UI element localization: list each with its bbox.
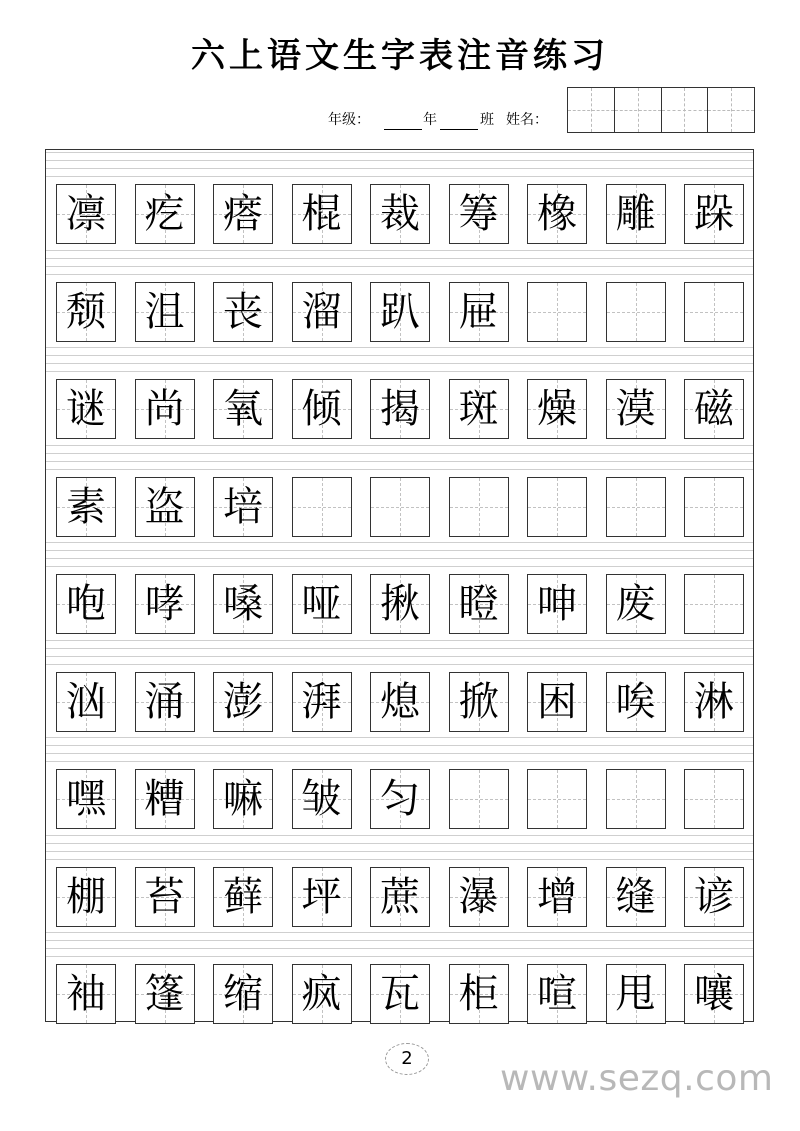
character-cell[interactable] xyxy=(135,964,195,1024)
character-cell[interactable] xyxy=(56,964,116,1024)
character xyxy=(685,283,743,341)
character-cell[interactable] xyxy=(606,672,666,732)
name-box[interactable] xyxy=(662,88,709,132)
character: 斑 xyxy=(458,386,499,432)
character: 棍 xyxy=(301,191,342,237)
empty-cell[interactable] xyxy=(527,282,587,342)
character-cell[interactable] xyxy=(449,672,509,732)
character-cell[interactable] xyxy=(606,964,666,1024)
empty-cell[interactable] xyxy=(370,477,430,537)
character-cell[interactable] xyxy=(684,964,744,1024)
pinyin-lines[interactable] xyxy=(46,638,753,674)
character: 柜 xyxy=(458,971,499,1017)
character xyxy=(607,283,665,341)
character-row xyxy=(56,477,744,537)
character xyxy=(607,478,665,536)
character: 篷 xyxy=(144,971,185,1017)
character-cell[interactable] xyxy=(292,867,352,927)
character: 谚 xyxy=(694,873,734,920)
page-title: 六上语文生字表注音练习 xyxy=(191,36,609,76)
character: 藓 xyxy=(223,873,263,920)
character-cell[interactable] xyxy=(56,769,116,829)
character-cell[interactable] xyxy=(213,477,273,537)
character-cell[interactable] xyxy=(56,379,116,439)
character: 疙 xyxy=(144,191,185,237)
character: 匀 xyxy=(380,776,420,822)
character-cell[interactable] xyxy=(213,184,273,244)
empty-cell[interactable] xyxy=(449,769,509,829)
character: 坪 xyxy=(301,873,342,920)
character: 棚 xyxy=(66,873,106,920)
character-cell[interactable] xyxy=(56,672,116,732)
pinyin-lines[interactable] xyxy=(46,930,753,966)
character: 磁 xyxy=(694,386,734,432)
empty-cell[interactable] xyxy=(684,574,744,634)
name-box[interactable] xyxy=(615,88,662,132)
character: 蔗 xyxy=(380,873,420,920)
empty-cell[interactable] xyxy=(684,769,744,829)
character-cell[interactable] xyxy=(527,964,587,1024)
character-cell[interactable] xyxy=(527,672,587,732)
character: 哑 xyxy=(301,581,342,627)
empty-cell[interactable] xyxy=(527,769,587,829)
character: 倾 xyxy=(301,386,342,432)
character: 跺 xyxy=(694,191,734,237)
grade-blank[interactable] xyxy=(384,129,422,130)
character: 掀 xyxy=(458,678,499,725)
character-cell[interactable] xyxy=(449,184,509,244)
pinyin-lines[interactable] xyxy=(46,443,753,479)
character xyxy=(450,770,508,828)
character: 素 xyxy=(66,483,106,530)
character: 苔 xyxy=(144,873,185,920)
character-cell[interactable] xyxy=(292,672,352,732)
character: 谜 xyxy=(66,386,106,432)
character-cell[interactable] xyxy=(135,184,195,244)
character-cell[interactable] xyxy=(135,282,195,342)
character xyxy=(293,478,351,536)
character: 尚 xyxy=(144,386,185,432)
empty-cell[interactable] xyxy=(684,282,744,342)
character-cell[interactable] xyxy=(292,184,352,244)
empty-cell[interactable] xyxy=(527,477,587,537)
character: 皱 xyxy=(301,776,342,822)
character: 淋 xyxy=(694,678,734,725)
pinyin-lines[interactable] xyxy=(46,150,753,186)
character-cell[interactable] xyxy=(135,672,195,732)
character-cell[interactable] xyxy=(213,379,273,439)
character xyxy=(528,478,586,536)
character-cell[interactable] xyxy=(449,574,509,634)
student-info xyxy=(300,105,568,135)
character-cell[interactable] xyxy=(213,769,273,829)
character-row xyxy=(56,379,744,439)
character-cell[interactable] xyxy=(684,672,744,732)
character: 缝 xyxy=(615,873,656,920)
empty-cell[interactable] xyxy=(684,477,744,537)
character xyxy=(528,770,586,828)
character: 困 xyxy=(537,678,577,725)
character: 沮 xyxy=(144,288,185,335)
character: 澎 xyxy=(223,678,263,725)
character-cell[interactable] xyxy=(135,574,195,634)
character: 燥 xyxy=(537,386,577,432)
character: 筹 xyxy=(458,191,499,237)
character-cell[interactable] xyxy=(292,282,352,342)
empty-cell[interactable] xyxy=(606,282,666,342)
character-cell[interactable] xyxy=(449,379,509,439)
character-cell[interactable] xyxy=(56,282,116,342)
character-cell[interactable] xyxy=(449,964,509,1024)
pinyin-lines[interactable] xyxy=(46,345,753,381)
character-row xyxy=(56,964,744,1024)
character-cell[interactable] xyxy=(370,867,430,927)
page-number: 2 xyxy=(385,1043,429,1075)
character-cell[interactable] xyxy=(606,184,666,244)
character: 嗓 xyxy=(223,581,263,627)
character: 袖 xyxy=(66,971,106,1017)
pinyin-lines[interactable] xyxy=(46,735,753,771)
character: 缩 xyxy=(223,971,263,1017)
character xyxy=(450,478,508,536)
character-cell[interactable] xyxy=(527,184,587,244)
character-row xyxy=(56,282,744,342)
character-cell[interactable] xyxy=(370,964,430,1024)
character-cell[interactable] xyxy=(56,184,116,244)
character-cell[interactable] xyxy=(684,184,744,244)
character-cell[interactable] xyxy=(56,477,116,537)
character: 趴 xyxy=(380,288,420,335)
character-row xyxy=(56,867,744,927)
character-cell[interactable] xyxy=(684,867,744,927)
character: 糟 xyxy=(144,776,185,822)
character-cell[interactable] xyxy=(292,964,352,1024)
character-cell[interactable] xyxy=(606,574,666,634)
name-boxes[interactable] xyxy=(567,87,755,133)
pinyin-lines[interactable] xyxy=(46,248,753,284)
character: 疯 xyxy=(301,971,342,1017)
character: 屉 xyxy=(458,288,499,335)
empty-cell[interactable] xyxy=(292,477,352,537)
character-cell[interactable] xyxy=(684,379,744,439)
pinyin-lines[interactable] xyxy=(46,540,753,576)
name-box[interactable] xyxy=(568,88,615,132)
character-cell[interactable] xyxy=(527,574,587,634)
character: 雕 xyxy=(615,191,656,237)
character xyxy=(685,575,743,633)
character-cell[interactable] xyxy=(292,574,352,634)
character: 熄 xyxy=(380,678,420,725)
character: 凛 xyxy=(66,191,106,237)
character-row xyxy=(56,672,744,732)
character: 嚷 xyxy=(694,971,734,1017)
character: 废 xyxy=(615,581,656,627)
character-cell[interactable] xyxy=(370,282,430,342)
character-row xyxy=(56,574,744,634)
character-cell[interactable] xyxy=(292,769,352,829)
character-cell[interactable] xyxy=(449,282,509,342)
name-label: 姓名： xyxy=(506,112,548,128)
character: 涌 xyxy=(144,678,185,725)
character xyxy=(528,283,586,341)
character-cell[interactable] xyxy=(527,379,587,439)
character: 甩 xyxy=(615,971,656,1017)
practice-sheet xyxy=(45,149,754,1022)
character-cell[interactable] xyxy=(56,867,116,927)
character-cell[interactable] xyxy=(56,574,116,634)
character-cell[interactable] xyxy=(135,867,195,927)
year-label: 年 xyxy=(423,112,437,128)
character: 颓 xyxy=(66,288,106,335)
character-cell[interactable] xyxy=(292,379,352,439)
character-cell[interactable] xyxy=(213,672,273,732)
character-cell[interactable] xyxy=(370,184,430,244)
class-label: 班 xyxy=(480,112,494,128)
character: 汹 xyxy=(66,678,106,725)
character-cell[interactable] xyxy=(135,379,195,439)
character-cell[interactable] xyxy=(213,964,273,1024)
character-cell[interactable] xyxy=(370,574,430,634)
character: 裁 xyxy=(380,191,420,237)
character-cell[interactable] xyxy=(370,769,430,829)
character-cell[interactable] xyxy=(213,574,273,634)
character xyxy=(371,478,429,536)
character-row xyxy=(56,184,744,244)
character-cell[interactable] xyxy=(213,282,273,342)
name-box[interactable] xyxy=(708,88,754,132)
pinyin-lines[interactable] xyxy=(46,833,753,869)
character: 湃 xyxy=(301,678,342,725)
character-cell[interactable] xyxy=(135,477,195,537)
character: 氧 xyxy=(223,386,263,432)
character: 哮 xyxy=(144,581,185,627)
watermark: www.sezq.com xyxy=(500,1058,774,1099)
character: 瞪 xyxy=(458,581,499,627)
character: 橡 xyxy=(537,191,577,237)
character-cell[interactable] xyxy=(135,769,195,829)
empty-cell[interactable] xyxy=(606,769,666,829)
character: 盗 xyxy=(144,483,185,530)
character: 增 xyxy=(537,873,577,920)
character: 培 xyxy=(223,483,263,530)
character: 呻 xyxy=(537,581,577,627)
character xyxy=(685,478,743,536)
character: 瓦 xyxy=(380,971,420,1017)
character: 嘛 xyxy=(223,776,263,822)
character: 唉 xyxy=(615,678,656,725)
character-cell[interactable] xyxy=(370,672,430,732)
character: 揪 xyxy=(380,581,420,627)
character-cell[interactable] xyxy=(527,867,587,927)
character-cell[interactable] xyxy=(606,867,666,927)
character: 漠 xyxy=(615,386,656,432)
character: 揭 xyxy=(380,386,420,432)
character: 瀑 xyxy=(458,873,499,920)
character-cell[interactable] xyxy=(213,867,273,927)
character xyxy=(685,770,743,828)
character: 瘩 xyxy=(223,191,263,237)
empty-cell[interactable] xyxy=(449,477,509,537)
character: 咆 xyxy=(66,581,106,627)
class-blank[interactable] xyxy=(440,129,478,130)
empty-cell[interactable] xyxy=(606,477,666,537)
character-cell[interactable] xyxy=(370,379,430,439)
character: 喧 xyxy=(537,971,577,1017)
grade-label: 年级： xyxy=(328,112,370,128)
character: 嘿 xyxy=(66,776,106,822)
character-cell[interactable] xyxy=(449,867,509,927)
character-cell[interactable] xyxy=(606,379,666,439)
character: 丧 xyxy=(223,288,263,335)
character: 溜 xyxy=(301,288,342,335)
character-row xyxy=(56,769,744,829)
character xyxy=(607,770,665,828)
